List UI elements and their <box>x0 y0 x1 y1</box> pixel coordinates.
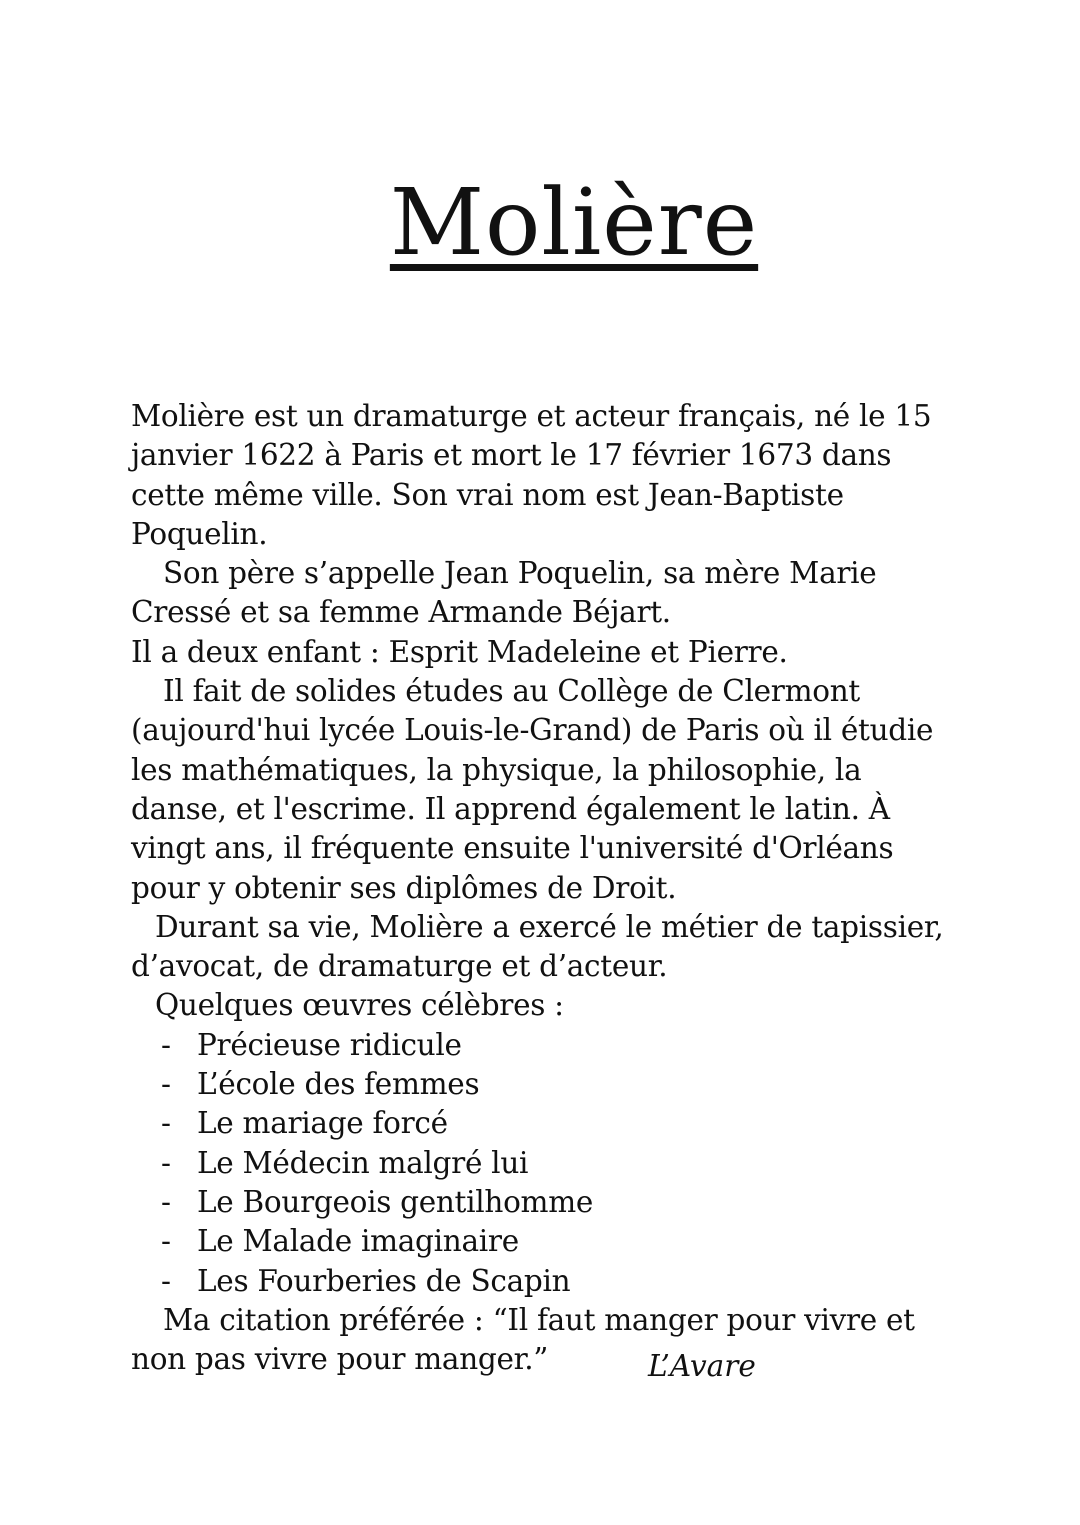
list-item-text: Le Médecin malgré lui <box>197 1145 529 1180</box>
document-body <box>131 397 961 1379</box>
paragraph-children: Il a deux enfant : Esprit Madeleine et Pierre. <box>131 634 788 669</box>
list-dash: - <box>161 1263 171 1298</box>
list-dash: - <box>161 1027 171 1062</box>
list-item <box>161 1026 961 1065</box>
list-item <box>161 1183 961 1222</box>
list-item <box>161 1144 961 1183</box>
list-item-text: Les Fourberies de Scapin <box>197 1263 571 1298</box>
paragraph-studies: Il fait de solides études au Collège de Clermont (aujourd'hui lycée Louis-le-Grand) de Paris où il étudie les mathématiques, la physique, la philosophie, la danse, et l'escrime. Il apprend également le latin. À vingt ans, il fréquente ensuite l'université d'Orléans pour y obtenir ses diplômes de Droit. <box>131 674 934 905</box>
quote-source: L’Avare <box>648 1349 756 1383</box>
works-list <box>131 1026 961 1301</box>
paragraph-quote: Ma citation préférée : “Il faut manger pour vivre et non pas vivre pour manger.” <box>131 1302 915 1377</box>
list-dash: - <box>161 1145 171 1180</box>
list-item-text: Le mariage forcé <box>197 1106 448 1141</box>
list-item-text: Le Bourgeois gentilhomme <box>197 1184 594 1219</box>
list-dash: - <box>161 1067 171 1102</box>
list-item <box>161 1065 961 1104</box>
list-item <box>161 1104 961 1143</box>
page-title-text: Molière <box>389 169 759 276</box>
page-title <box>0 169 1080 276</box>
paragraph-family: Son père s’appelle Jean Poquelin, sa mère Marie Cressé et sa femme Armande Béjart. <box>131 556 877 630</box>
paragraph-careers: Durant sa vie, Molière a exercé le métier de tapissier, d’avocat, de dramaturge et d’acteur. <box>131 909 944 984</box>
list-item-text: L’école des femmes <box>197 1067 480 1102</box>
list-item <box>161 1222 961 1261</box>
list-dash: - <box>161 1224 171 1259</box>
paragraph-intro: Molière est un dramaturge et acteur français, né le 15 janvier 1622 à Paris et mort le 17 février 1673 dans cette même ville. Son vrai nom est Jean-Baptiste Poquelin. <box>131 399 932 551</box>
list-item <box>161 1262 961 1301</box>
list-dash: - <box>161 1106 171 1141</box>
list-item-text: Le Malade imaginaire <box>197 1224 519 1259</box>
works-heading: Quelques œuvres célèbres : <box>155 988 564 1023</box>
list-item-text: Précieuse ridicule <box>197 1027 462 1062</box>
list-dash: - <box>161 1184 171 1219</box>
